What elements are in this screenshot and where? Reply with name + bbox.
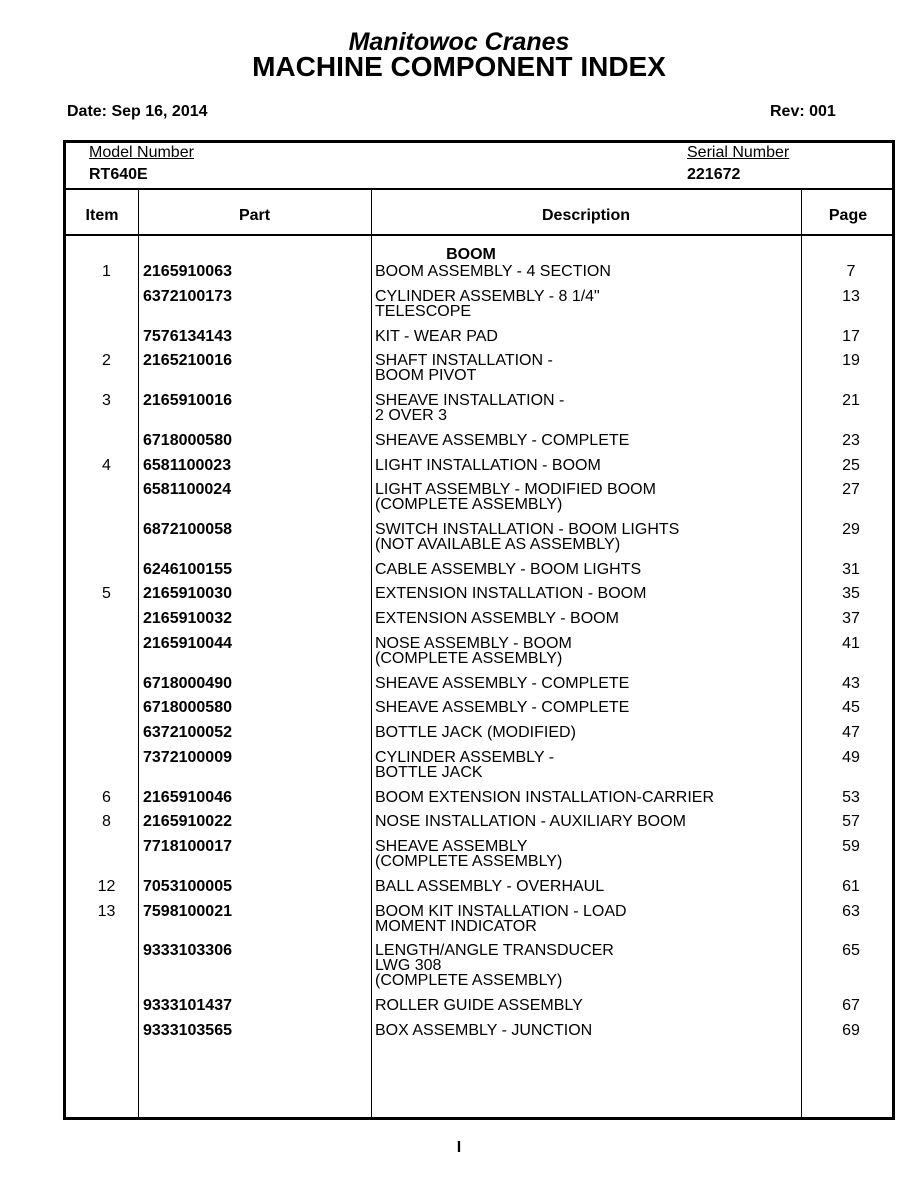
description (375, 676, 795, 691)
description-line: 2 OVER 3 (375, 407, 448, 424)
description-line: EXTENSION ASSEMBLY - BOOM (375, 610, 619, 627)
page-reference: 35 (842, 585, 860, 602)
component-table (63, 140, 895, 1120)
part-number: 2165910022 (143, 813, 232, 830)
description-line: LIGHT ASSEMBLY - MODIFIED BOOM (375, 481, 656, 498)
part-number: 6718000580 (143, 432, 232, 449)
part-number: 7372100009 (143, 749, 232, 766)
description (375, 943, 795, 988)
column-divider (138, 190, 139, 1117)
part-number: 6872100058 (143, 521, 232, 538)
part-number: 9333101437 (143, 997, 232, 1014)
item-number: 6 (102, 789, 111, 806)
description (375, 562, 795, 577)
part-number: 6718000490 (143, 675, 232, 692)
description-line: (NOT AVAILABLE AS ASSEMBLY) (375, 536, 621, 553)
model-number-value: RT640E (89, 166, 148, 183)
description-line: (COMPLETE ASSEMBLY) (375, 650, 563, 667)
page-reference: 37 (842, 610, 860, 627)
page-reference: 31 (842, 561, 860, 578)
description (375, 1023, 795, 1038)
description-line: MOMENT INDICATOR (375, 918, 537, 935)
page-reference: 17 (842, 328, 860, 345)
description-line: BOOM ASSEMBLY - 4 SECTION (375, 263, 611, 280)
description-line: (COMPLETE ASSEMBLY) (375, 496, 563, 513)
part-number: 6372100173 (143, 288, 232, 305)
part-number: 2165910044 (143, 635, 232, 652)
description (375, 586, 795, 601)
page-reference: 41 (842, 635, 860, 652)
description-line: SHEAVE ASSEMBLY (375, 838, 528, 855)
header-divider (66, 234, 892, 236)
item-number: 8 (102, 813, 111, 830)
part-number: 7718100017 (143, 838, 232, 855)
page-reference: 25 (842, 457, 860, 474)
document-revision: Rev: 001 (770, 103, 836, 120)
description-line: (COMPLETE ASSEMBLY) (375, 853, 563, 870)
part-number: 2165910032 (143, 610, 232, 627)
part-number: 6372100052 (143, 724, 232, 741)
description-line: CYLINDER ASSEMBLY - 8 1/4" (375, 288, 600, 305)
serial-number-value: 221672 (687, 166, 741, 183)
page-reference: 65 (842, 942, 860, 959)
description-line: CABLE ASSEMBLY - BOOM LIGHTS (375, 561, 642, 578)
description (375, 264, 795, 279)
page-reference: 43 (842, 675, 860, 692)
part-number: 2165910016 (143, 392, 232, 409)
description-line: BOTTLE JACK (MODIFIED) (375, 724, 576, 741)
column-header-page: Page (828, 207, 868, 224)
page-reference: 45 (842, 699, 860, 716)
page-reference: 23 (842, 432, 860, 449)
description (375, 433, 795, 448)
page-reference: 13 (842, 288, 860, 305)
part-number: 9333103565 (143, 1022, 232, 1039)
part-number: 6581100023 (143, 457, 232, 474)
description-line: SHEAVE INSTALLATION - (375, 392, 565, 409)
column-header-description: Description (541, 207, 630, 224)
description-line: SHEAVE ASSEMBLY - COMPLETE (375, 699, 630, 716)
part-number: 6246100155 (143, 561, 232, 578)
page-reference: 27 (842, 481, 860, 498)
column-header-item: Item (85, 207, 119, 224)
item-number: 1 (102, 263, 111, 280)
description-line: SHEAVE ASSEMBLY - COMPLETE (375, 432, 630, 449)
description-line: SHAFT INSTALLATION - (375, 352, 553, 369)
description-line: CYLINDER ASSEMBLY - (375, 749, 555, 766)
item-number: 5 (102, 585, 111, 602)
document-title: MACHINE COMPONENT INDEX (252, 51, 666, 82)
description (375, 636, 795, 666)
description-line: LENGTH/ANGLE TRANSDUCER (375, 942, 614, 959)
company-name: Manitowoc Cranes (348, 28, 570, 56)
item-number: 3 (102, 392, 111, 409)
part-number: 2165910046 (143, 789, 232, 806)
description-line: TELESCOPE (375, 303, 472, 320)
item-number: 2 (102, 352, 111, 369)
page-reference: 61 (842, 878, 860, 895)
description (375, 814, 795, 829)
page-reference: 49 (842, 749, 860, 766)
page-reference: 69 (842, 1022, 860, 1039)
page-reference: 47 (842, 724, 860, 741)
item-number: 13 (97, 903, 116, 920)
part-number: 7598100021 (143, 903, 232, 920)
part-number: 9333103306 (143, 942, 232, 959)
description (375, 725, 795, 740)
page-reference: 19 (842, 352, 860, 369)
column-header-part: Part (238, 207, 271, 224)
description (375, 458, 795, 473)
description-line: SWITCH INSTALLATION - BOOM LIGHTS (375, 521, 680, 538)
description-line: KIT - WEAR PAD (375, 328, 498, 345)
part-number: 2165910063 (143, 263, 232, 280)
description-line: EXTENSION INSTALLATION - BOOM (375, 585, 647, 602)
description (375, 998, 795, 1013)
description (375, 522, 795, 552)
item-number: 12 (97, 878, 116, 895)
description (375, 790, 795, 805)
description (375, 879, 795, 894)
page-reference: 29 (842, 521, 860, 538)
page-reference: 21 (842, 392, 860, 409)
description-line: ROLLER GUIDE ASSEMBLY (375, 997, 583, 1014)
page-number: I (456, 1139, 462, 1156)
description (375, 329, 795, 344)
description (375, 904, 795, 934)
column-divider (371, 190, 372, 1117)
description-line: LWG 308 (375, 957, 442, 974)
description (375, 482, 795, 512)
part-number: 2165210016 (143, 352, 232, 369)
description (375, 393, 795, 423)
section-title: BOOM (446, 246, 496, 263)
description-line: BOX ASSEMBLY - JUNCTION (375, 1022, 593, 1039)
description-line: BOTTLE JACK (375, 764, 483, 781)
item-number: 4 (102, 457, 111, 474)
description-line: BALL ASSEMBLY - OVERHAUL (375, 878, 605, 895)
part-number: 6718000580 (143, 699, 232, 716)
description (375, 289, 795, 319)
page-reference: 57 (842, 813, 860, 830)
page-reference: 53 (842, 789, 860, 806)
description (375, 839, 795, 869)
serial-number-label: Serial Number (687, 144, 790, 161)
page-reference: 59 (842, 838, 860, 855)
part-number: 6581100024 (143, 481, 232, 498)
description-line: BOOM PIVOT (375, 367, 477, 384)
info-divider (66, 188, 892, 190)
description (375, 750, 795, 780)
description (375, 700, 795, 715)
description-line: NOSE INSTALLATION - AUXILIARY BOOM (375, 813, 686, 830)
part-number: 7053100005 (143, 878, 232, 895)
page-reference: 63 (842, 903, 860, 920)
description-line: LIGHT INSTALLATION - BOOM (375, 457, 601, 474)
page-reference: 67 (842, 997, 860, 1014)
column-divider (801, 190, 802, 1117)
part-number: 7576134143 (143, 328, 232, 345)
description-line: NOSE ASSEMBLY - BOOM (375, 635, 572, 652)
description-line: BOOM KIT INSTALLATION - LOAD (375, 903, 627, 920)
description-line: SHEAVE ASSEMBLY - COMPLETE (375, 675, 630, 692)
document-date: Date: Sep 16, 2014 (67, 103, 208, 120)
description (375, 611, 795, 626)
description-line: (COMPLETE ASSEMBLY) (375, 972, 563, 989)
model-number-label: Model Number (89, 144, 194, 161)
part-number: 2165910030 (143, 585, 232, 602)
description (375, 353, 795, 383)
page-reference: 7 (846, 263, 856, 280)
description-line: BOOM EXTENSION INSTALLATION-CARRIER (375, 789, 715, 806)
